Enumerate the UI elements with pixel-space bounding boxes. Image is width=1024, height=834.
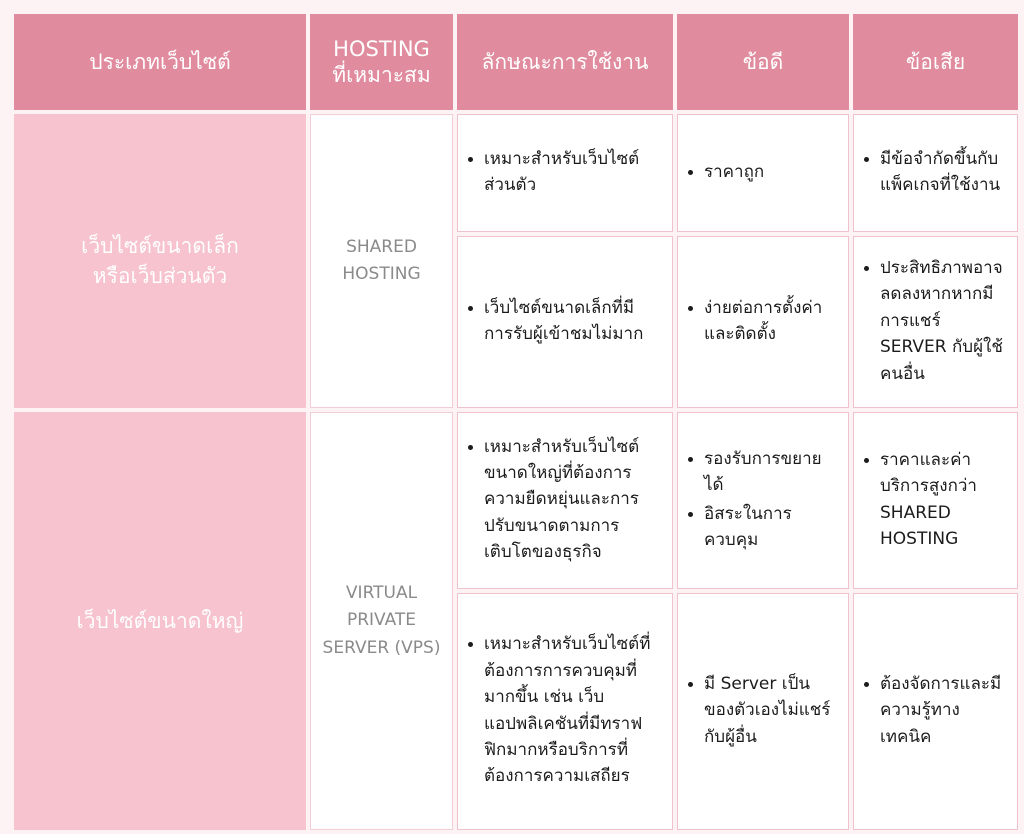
hosting-line2: PRIVATE: [346, 610, 417, 631]
table-row: [14, 412, 1018, 589]
type-cell-small-website: [14, 114, 306, 408]
cons-cell: [853, 236, 1018, 408]
cons-cell: [853, 412, 1018, 589]
bullet-item: • อิสระในการควบคุม: [704, 501, 838, 554]
header-usage: ลักษณะการใช้งาน: [457, 14, 673, 110]
header-cons: ข้อเสีย: [853, 14, 1018, 110]
usage-cell: [457, 593, 673, 830]
usage-cell: [457, 114, 673, 232]
bullet-item: • ราคาและค่าบริการสูงกว่า SHARED HOSTING: [880, 447, 1007, 552]
header-hosting-line2: ที่เหมาะสม: [332, 63, 431, 87]
bullet-item: • ประสิทธิภาพอาจลดลงหากหากมีการแชร์ SERVER กับผู้ใช้คนอื่น: [880, 255, 1007, 387]
hosting-line2: HOSTING: [342, 264, 421, 284]
type-cell-large-website: [14, 412, 306, 830]
hosting-line3: SERVER (VPS): [322, 637, 441, 658]
hosting-line1: VIRTUAL: [345, 583, 418, 604]
bullet-item: • มี Server เป็นของตัวเองไม่แชร์กับผู้อื่น: [704, 671, 838, 750]
bullet-item: • รองรับการขยายได้: [704, 446, 838, 499]
bullet-item: • ต้องจัดการและมีความรู้ทางเทคนิค: [880, 671, 1007, 750]
header-hosting-line1: HOSTING: [333, 36, 430, 61]
pros-cell: [677, 412, 849, 589]
bullet-item: • เว็บไซต์ขนาดเล็กที่มีการรับผู้เข้าชมไม่มาก: [484, 295, 662, 348]
bullet-item: • เหมาะสำหรับเว็บไซต์ขนาดใหญ่ที่ต้องการความยืดหยุ่นและการปรับขนาดตามการเติบโตของธุรกิจ: [484, 434, 662, 566]
usage-cell: [457, 236, 673, 408]
table-row: [14, 114, 1018, 232]
bullet-item: • เหมาะสำหรับเว็บไซต์ที่ต้องการการควบคุมที่มากขึ้น เช่น เว็บแอปพลิเคชันที่มีทราฟฟิกมากหรือบริการที่ต้องการความเสถียร: [484, 631, 662, 789]
type-line2: หรือเว็บส่วนตัว: [92, 264, 228, 288]
usage-cell: [457, 412, 673, 589]
bullet-item: • ราคาถูก: [704, 159, 838, 185]
pros-cell: [677, 236, 849, 408]
hosting-cell-shared: [310, 114, 453, 408]
header-pros: ข้อดี: [677, 14, 849, 110]
bullet-item: • เหมาะสำหรับเว็บไซต์ส่วนตัว: [484, 146, 662, 199]
bullet-item: • มีข้อจำกัดขึ้นกับแพ็คเกจที่ใช้งาน: [880, 146, 1007, 199]
table-header-row: [14, 14, 1018, 110]
header-website-type: ประเภทเว็บไซต์: [14, 14, 306, 110]
bullet-item: • ง่ายต่อการตั้งค่าและติดตั้ง: [704, 295, 838, 348]
pros-cell: [677, 593, 849, 830]
pros-cell: [677, 114, 849, 232]
header-hosting: [310, 14, 453, 110]
type-line1: เว็บไซต์ขนาดใหญ่: [76, 608, 244, 633]
cons-cell: [853, 593, 1018, 830]
hosting-line1: SHARED: [346, 236, 417, 257]
type-line1: เว็บไซต์ขนาดเล็ก: [81, 233, 239, 258]
hosting-comparison-table: [10, 10, 1022, 834]
cons-cell: [853, 114, 1018, 232]
hosting-cell-vps: [310, 412, 453, 830]
